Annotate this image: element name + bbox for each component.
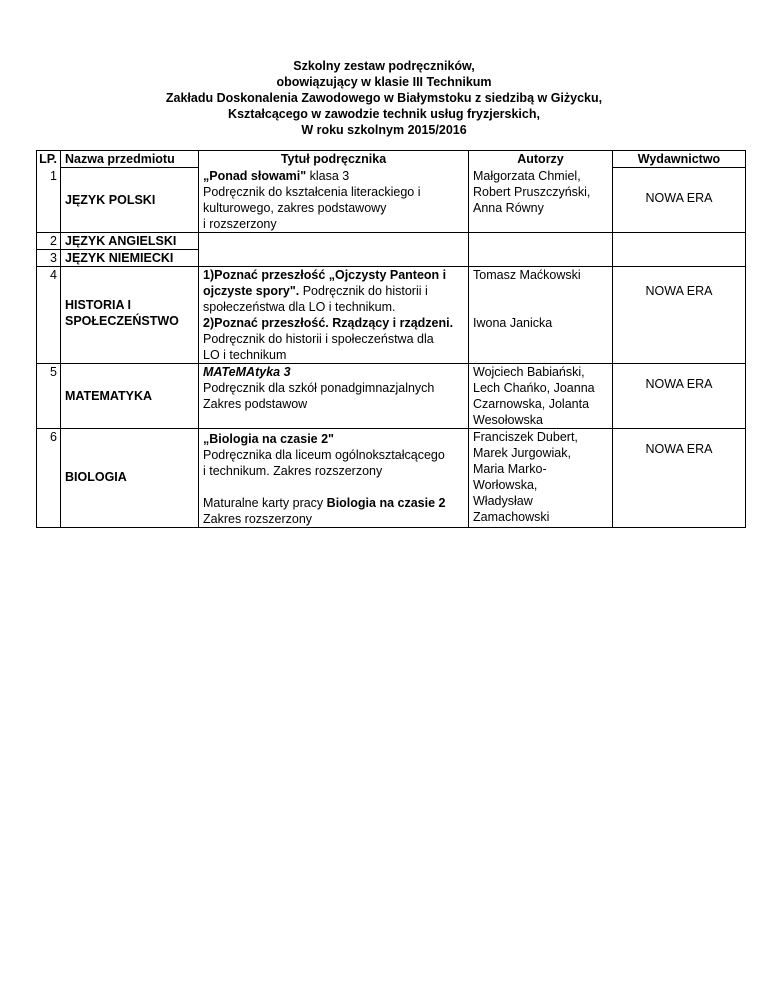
row-authors: Tomasz Maćkowski Iwona Janicka (469, 266, 613, 363)
header-authors: Autorzy (469, 151, 613, 168)
subject-name: BIOLOGIA (65, 469, 127, 484)
table-row (37, 266, 746, 363)
table-row (37, 168, 746, 233)
subject-name: JĘZYK POLSKI (65, 193, 156, 207)
row-publisher: NOWA ERA (613, 363, 746, 428)
document-header (0, 58, 768, 138)
row-publisher: NOWA ERA (613, 266, 746, 363)
row-authors: Franciszek Dubert, Marek Jurgowiak, Maria Marko- Worłowska, Władysław Zamachowski (469, 428, 613, 527)
row-lp: 5 (37, 363, 61, 428)
subject-name: JĘZYK NIEMIECKI (61, 249, 199, 266)
row-title: 1)Poznać przeszłość „Ojczysty Panteon i ojczyste spory". Podręcznik do historii i społeczeństwa dla LO i technikum. 2)Poznać przeszłość. Rządzący i rządzeni. Podręcznik do historii i społeczeństwa dla LO i technikum (199, 266, 469, 363)
header-lp: LP. (37, 151, 61, 168)
row-authors: Wojciech Babiański, Lech Chańko, Joanna Czarnowska, Jolanta Wesołowska (469, 363, 613, 428)
textbook-table (36, 150, 746, 528)
table-header-row (37, 151, 746, 168)
header-line-4: Kształcącego w zawodzie technik usług fryzjerskich, (228, 107, 540, 121)
row-subject (61, 428, 199, 527)
row-title: „Biologia na czasie 2" Podręcznika dla liceum ogólnokształcącego i technikum. Zakres rozszerzony Maturalne karty pracy Biologia na czasie 2 Zakres rozszerzony (199, 428, 469, 527)
row-lp: 2 (37, 232, 61, 249)
row-subject (61, 168, 199, 233)
row-authors-empty (469, 232, 613, 266)
row-title-empty (199, 232, 469, 266)
subject-name-line2: SPOŁECZEŃSTWO (65, 313, 179, 328)
header-publisher: Wydawnictwo (613, 151, 746, 168)
row-subject (61, 266, 199, 363)
table-row (37, 428, 746, 527)
row-subject (61, 363, 199, 428)
header-subject: Nazwa przedmiotu (61, 151, 199, 168)
row-publisher: NOWA ERA (613, 428, 746, 527)
row-publisher-empty (613, 232, 746, 266)
table-row (37, 363, 746, 428)
subject-name: JĘZYK ANGIELSKI (61, 232, 199, 249)
row-lp: 4 (37, 266, 61, 363)
subject-name: MATEMATYKA (65, 388, 153, 403)
row-lp: 3 (37, 249, 61, 266)
header-line-1: Szkolny zestaw podręczników, (293, 59, 475, 73)
row-lp: 1 (37, 168, 61, 233)
row-authors: Małgorzata Chmiel, Robert Pruszczyński, Anna Równy (469, 168, 613, 233)
row-title: MATeMAtyka 3 Podręcznik dla szkół ponadgimnazjalnych Zakres podstawow (199, 363, 469, 428)
row-lp: 6 (37, 428, 61, 527)
row-publisher: NOWA ERA (613, 168, 746, 233)
table-row (37, 232, 746, 249)
row-title: „Ponad słowami" klasa 3 Podręcznik do kształcenia literackiego i kulturowego, zakres podstawowy i rozszerzony (199, 168, 469, 233)
subject-name-line1: HISTORIA I (65, 297, 131, 312)
header-line-2: obowiązujący w klasie III Technikum (276, 75, 492, 89)
header-line-5: W roku szkolnym 2015/2016 (301, 123, 467, 137)
header-line-3: Zakładu Doskonalenia Zawodowego w Białymstoku z siedzibą w Giżycku, (165, 91, 603, 105)
header-title: Tytuł podręcznika (199, 151, 469, 168)
